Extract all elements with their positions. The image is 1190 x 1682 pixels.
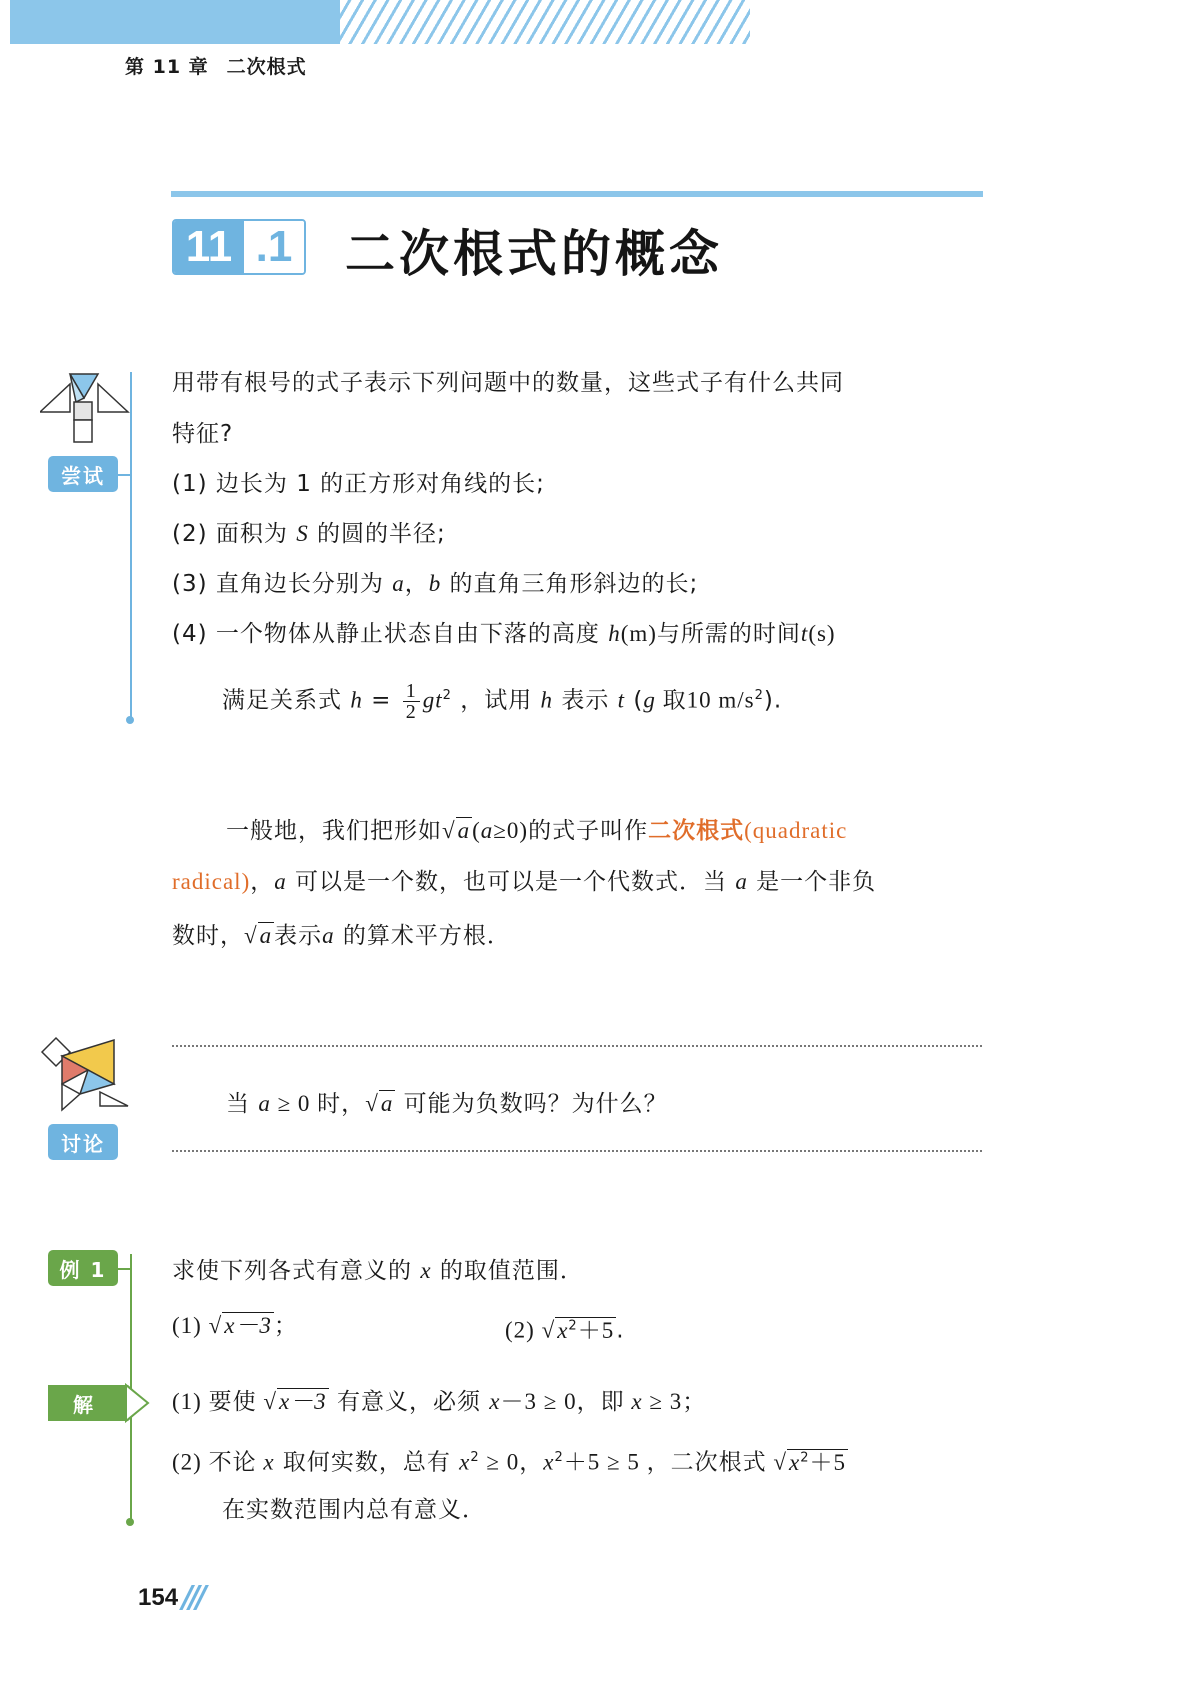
chapter-header — [125, 52, 325, 79]
try-question-2: (2) 面积为 S 的圆的半径; — [172, 521, 446, 547]
try-question-4-line-2: 满足关系式 h = $\frac{1}{2}$ $gt^2$ ，试用 h 表示 t (g 取10 $m/s^2$). — [222, 679, 783, 723]
fraction-one-half: $\frac{1}{2}$ — [403, 681, 420, 722]
example-label: 例 1 — [48, 1250, 118, 1286]
example-tick — [118, 1268, 130, 1270]
page-slashes: /// — [182, 1580, 203, 1615]
solution-label: 解 — [73, 1392, 93, 1417]
definition-line-2: radical)，a 可以是一个数，也可以是一个代数式．当 a 是一个非负 — [172, 869, 877, 895]
example-item-2: (2) $√x^2+5$. — [505, 1317, 625, 1344]
section-number-main: 11 — [174, 221, 244, 273]
chapter-number: 第 11 章 — [125, 56, 209, 78]
definition-line-1: 一般地，我们把形如√a(a≥0)的式子叫作二次根式(quadratic — [226, 818, 848, 844]
example-prompt: 求使下列各式有意义的 x 的取值范围． — [172, 1258, 584, 1284]
example-line-end-dot — [126, 1518, 134, 1526]
page-number: 154 — [138, 1584, 179, 1611]
definition-line-3: 数时，√a表示a 的算术平方根． — [172, 923, 511, 949]
try-label: 尝试 — [48, 456, 118, 492]
section-rule — [171, 191, 983, 197]
term-quadratic-radical: 二次根式 — [648, 818, 745, 844]
discuss-top-rule — [172, 1045, 982, 1047]
solution-line-2: (2) 不论 x 取何实数，总有 $x^2 \ge 0$，$x^2+5 \ge 5$ ，二次根式 $√x^2+5$ — [172, 1449, 847, 1476]
tangram-speaker-icon — [40, 1036, 130, 1116]
solution-line-3: 在实数范围内总有意义． — [222, 1497, 486, 1523]
try-intro-line-1: 用带有根号的式子表示下列问题中的数量，这些式子有什么共同 — [172, 370, 844, 396]
solution-line-1: (1) 要使 √x－3 有意义，必须 x－3 ≥ 0，即 x ≥ 3； — [172, 1389, 707, 1415]
header-hatch — [310, 0, 750, 44]
chapter-title: 二次根式 — [226, 56, 307, 78]
section-number-sub: .1 — [244, 221, 304, 273]
try-question-3: (3) 直角边长分别为 a，b 的直角三角形斜边的长; — [172, 571, 699, 597]
section-number-badge — [172, 219, 306, 275]
try-vertical-line — [130, 372, 132, 717]
tangram-person-icon — [40, 372, 130, 452]
try-tick — [118, 474, 130, 476]
example-item-1: (1) √x－3； — [172, 1313, 298, 1339]
discuss-bottom-rule — [172, 1150, 982, 1152]
try-intro-line-2: 特征? — [172, 421, 234, 447]
try-question-1: (1) 边长为 1 的正方形对角线的长; — [172, 471, 545, 497]
try-question-4-line-1: (4) 一个物体从静止状态自由下落的高度 h(m)与所需的时间t(s) — [172, 621, 836, 647]
discuss-label: 讨论 — [48, 1124, 118, 1160]
try-line-end-dot — [126, 716, 134, 724]
section-title: 二次根式的概念 — [345, 225, 723, 283]
header-band — [10, 0, 340, 44]
discuss-question: 当 a ≥ 0 时，√a 可能为负数吗？为什么？ — [226, 1091, 668, 1117]
